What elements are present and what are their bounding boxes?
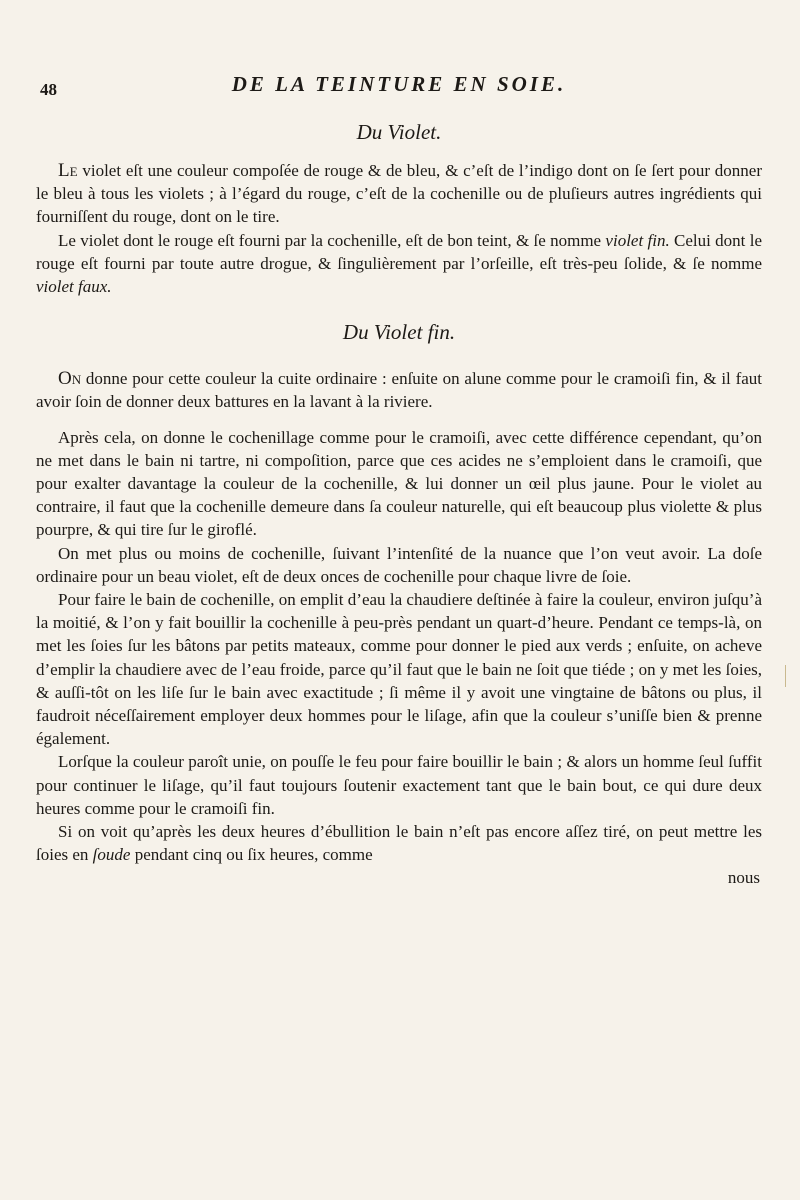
page-number: 48 — [40, 80, 57, 99]
paragraph: Après cela, on donne le cochenillage comme pour le cramoiſi, avec cette différence cependant, qu’on ne met dans le bain ni tartre, ni compoſition, parce que ces acides ne s’emploient dans le cramoiſi, que pour exalter davantage la couleur de la cochenille, & lui donner un œil plus jaune. Pour le violet au contraire, il faut que la cochenille demeure dans ſa couleur naturelle, qui eſt beaucoup plus violette & plus pourpre, & qui tire ſur le giroflé. — [36, 427, 762, 540]
paragraph — [36, 367, 762, 413]
running-head — [36, 72, 762, 106]
paragraph-text: Celui dont le rouge eſt fourni par toute autre drogue, & ſingulièrement par l’orſeille, eſt très-peu ſolide, & ſe nomme — [36, 230, 762, 273]
catchword: nous — [727, 868, 760, 888]
italic-term: ſoude — [92, 845, 131, 865]
paragraph: Pour faire le bain de cochenille, on emplit d’eau la chaudiere deſtinée à faire la couleur, environ juſqu’à la moitié, & l’on y fait bouillir la cochenille à peu-près pendant un quart-d’heure. Pendant ce temps-là, on met les ſoies ſur les bâtons par petits mateaux, comme pour donner le pied aux verds ; enſuite, on acheve d’emplir la chaudiere avec de l’eau froide, parce qu’il faut que le bain ne ſoit que tiéde ; on y met les ſoies, & auſſi-tôt on les liſe ſur le bain avec exactitude ; ſi même il y avoit une vingtaine de bâtons ou plus, il faudroit néceſſairement employer deux hommes pour le liſage, afin que la couleur s’uniſſe bien & prenne également. — [36, 590, 762, 749]
paragraph — [36, 229, 762, 299]
section-heading-violet: Du Violet. — [356, 120, 442, 144]
paragraph — [36, 159, 762, 229]
paragraph-gap — [36, 414, 762, 426]
section-heading-violet-fin: Du Violet fin. — [342, 320, 456, 345]
paragraph: On met plus ou moins de cochenille, ſuivant l’intenſité de la nuance que l’on veut avoir. La doſe ordinaire pour un beau violet, eſt de deux onces de cochenille pour chaque livre de ſoie. — [36, 543, 762, 586]
paragraph-lead-word: On — [58, 368, 82, 390]
paragraph-text: donne pour cette couleur la cuite ordinaire : enſuite on alune comme pour le cramoiſi fin, & il faut avoir ſoin de donner deux battures en la lavant à la riviere. — [36, 369, 762, 412]
paragraph: Lorſque la couleur paroît unie, on pouſſe le feu pour faire bouillir le bain ; & alors un homme ſeul ſuffit pour continuer le liſage, qu’il faut toujours ſoutenir exactement tant que le bain bout, ce qui dure deux heures comme pour le cramoiſi fin. — [36, 752, 762, 818]
paragraph-text: Si on voit qu’après les deux heures d’ébullition le bain n’eſt pas encore aſſez tiré, on peut mettre les ſoies en — [36, 822, 762, 865]
paragraph — [36, 820, 762, 866]
paragraph-lead-word: Le — [58, 160, 78, 181]
paragraph-text: Le violet dont le rouge eſt fourni par la cochenille, eſt de bon teint, & ſe nomme — [58, 230, 602, 250]
italic-term: violet fin. — [605, 230, 670, 250]
page-edge-mark — [785, 665, 794, 687]
paragraph-text: violet eſt une couleur compoſée de rouge & de bleu, & c’eſt de l’indigo dont on ſe ſert pour donner le bleu à tous les violets ; à l’égard du rouge, c’eſt de la cochenille ou de pluſieurs autres ingrédients qui fourniſſent du rouge, dont on le tire. — [36, 161, 762, 227]
running-title: DE LA TEINTURE EN SOIE. — [231, 72, 567, 96]
paragraph-text: pendant cinq ou ſix heures, comme — [134, 845, 373, 865]
italic-term: violet faux. — [36, 277, 112, 297]
